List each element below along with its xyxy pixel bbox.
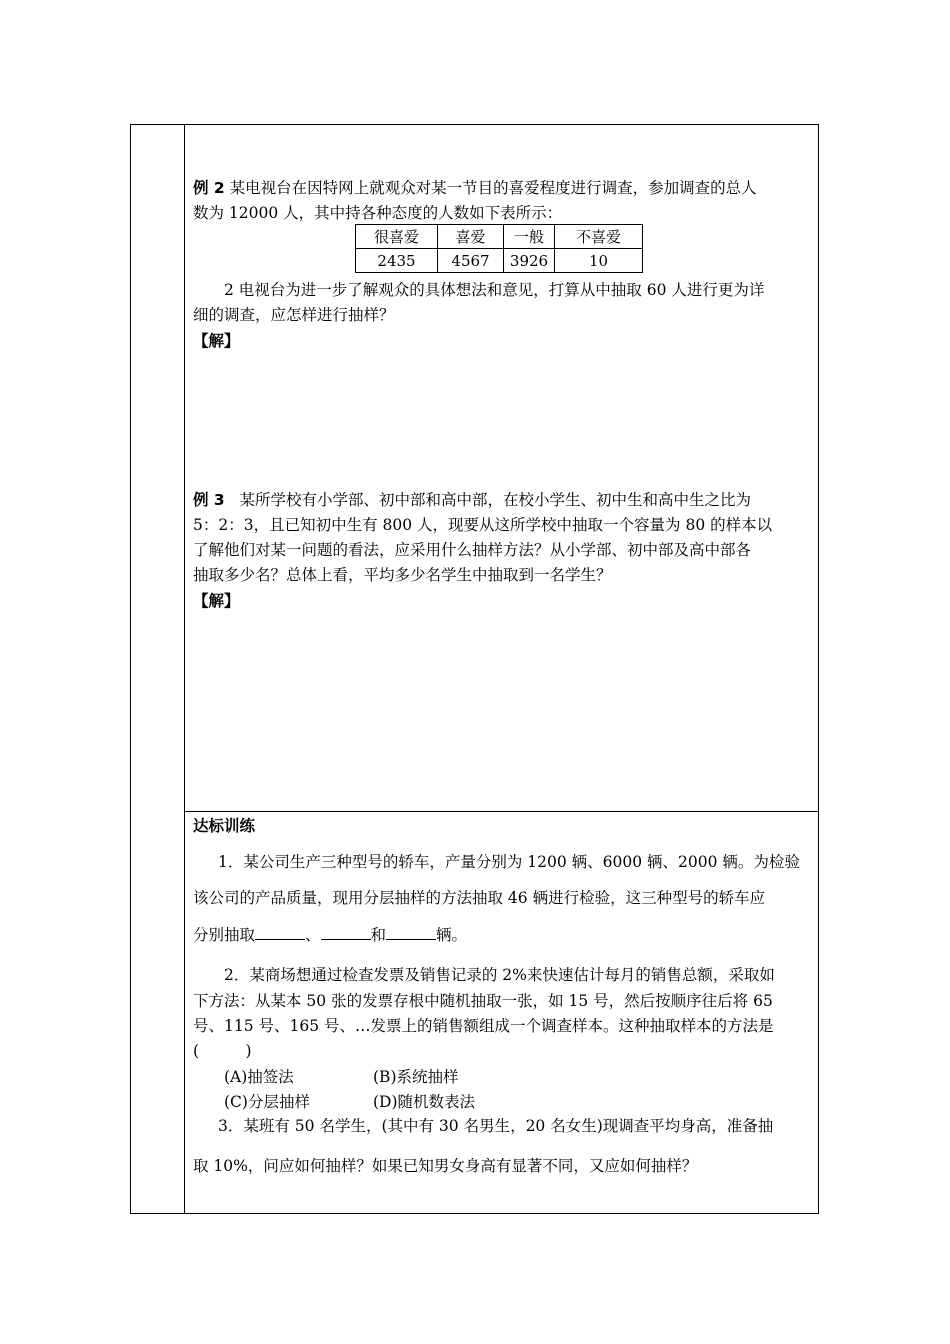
attitude-table (355, 224, 643, 273)
example-2-label: 例 2 (193, 179, 225, 197)
q3-line-1: 3．某班有 50 名学生，(其中有 30 名男生，20 名女生)现调查平均身高，准备抽 (218, 1117, 774, 1135)
q1-line-2: 该公司的产品质量，现用分层抽样的方法抽取 46 辆进行检验，这三种型号的轿车应 (193, 889, 766, 907)
worksheet-table (130, 124, 819, 1214)
answer-blank[interactable] (386, 923, 436, 940)
table-cell: 4567 (438, 249, 504, 273)
q2-option-b: (B)系统抽样 (373, 1068, 459, 1086)
q2-option-a: (A)抽签法 (224, 1068, 294, 1086)
table-header-cell: 喜爱 (438, 225, 504, 249)
example-3-answer-label: 【解】 (193, 592, 240, 610)
example-2-line-1: 例 2 某电视台在因特网上就观众对某一节目的喜爱程度进行调查，参加调查的总人 (193, 179, 757, 197)
q2-option-c: (C)分层抽样 (224, 1093, 310, 1111)
table-header-cell: 一般 (504, 225, 555, 249)
example-2-line-3: 2 电视台为进一步了解观众的具体想法和意见，打算从中抽取 60 人进行更为详 (224, 281, 765, 299)
q2-option-d: (D)随机数表法 (373, 1093, 476, 1111)
q2-line-1: 2．某商场想通过检查发票及销售记录的 2%来快速估计每月的销售总额，采取如 (224, 966, 775, 984)
example-3-line-2: 5：2：3，且已知初中生有 800 人，现要从这所学校中抽取一个容量为 80 的样本以 (193, 516, 773, 534)
answer-blank[interactable] (255, 923, 305, 940)
table-header-row (356, 225, 643, 249)
q1-line-1: 1．某公司生产三种型号的轿车，产量分别为 1200 辆、6000 辆、2000 辆。为检验 (218, 853, 800, 871)
table-row (356, 249, 643, 273)
example-3-line-4: 抽取多少名？总体上看，平均多少名学生中抽取到一名学生？ (193, 566, 612, 584)
q3-line-2: 取 10%，问应如何抽样？如果已知男女身高有显著不同，又应如何抽样？ (193, 1157, 698, 1175)
q2-line-2: 下方法：从某本 50 张的发票存根中随机抽取一张，如 15 号，然后按顺序往后将 65 (193, 992, 773, 1010)
q1-line-3: 分别抽取 、 和 辆。 (193, 923, 467, 946)
table-header-cell: 不喜爱 (555, 225, 643, 249)
example-3-line-1: 例 3 某所学校有小学部、初中部和高中部，在校小学生、初中生和高中生之比为 (193, 491, 751, 509)
table-cell: 3926 (504, 249, 555, 273)
table-header-cell: 很喜爱 (356, 225, 438, 249)
example-3-label: 例 3 (193, 491, 225, 509)
section-divider (185, 811, 818, 812)
training-title: 达标训练 (193, 817, 256, 835)
q2-line-3: 号、115 号、165 号、…发票上的销售额组成一个调查样本。这种抽取样本的方法是 (193, 1017, 774, 1035)
example-2-answer-label: 【解】 (193, 332, 240, 350)
q2-answer-paren: ( ) (193, 1042, 252, 1060)
table-cell: 10 (555, 249, 643, 273)
answer-blank[interactable] (321, 923, 371, 940)
example-2-line-2: 数为 12000 人，其中持各种态度的人数如下表所示： (193, 204, 563, 222)
example-3-line-3: 了解他们对某一问题的看法，应采用什么抽样方法？从小学部、初中部及高中部各 (193, 541, 752, 559)
left-column (131, 125, 185, 1213)
example-2-line-4: 细的调查，应怎样进行抽样？ (193, 306, 395, 324)
table-cell: 2435 (356, 249, 438, 273)
